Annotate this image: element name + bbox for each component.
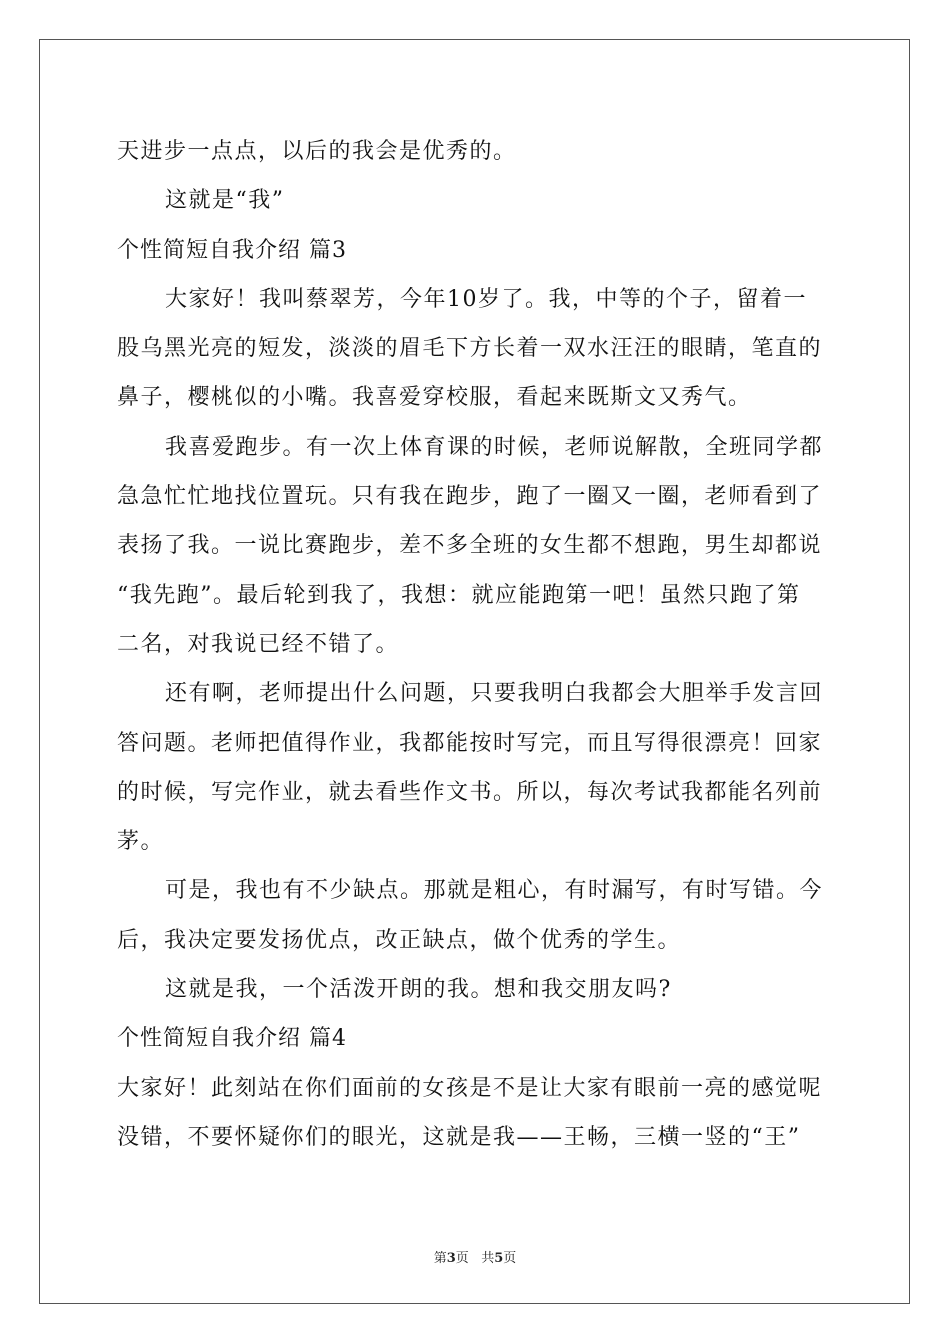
text-line: 这就是“我” xyxy=(165,188,285,214)
text-line: 后，我决定要发扬优点，改正缺点，做个优秀的学生。 xyxy=(117,927,682,953)
section-heading: 个性简短自我介绍 篇4 xyxy=(117,1026,347,1052)
text-line: 没错，不要怀疑你们的眼光，这就是我——王畅，三横一竖的“王” xyxy=(117,1124,801,1150)
text-line: 大家好！我叫蔡翠芳，今年10岁了。我，中等的个子，留着一 xyxy=(165,286,807,312)
document-body xyxy=(117,127,833,1162)
current-page-number: 3 xyxy=(446,1251,456,1266)
page-footer xyxy=(0,1247,950,1266)
text-line: 的时候，写完作业，就去看些作文书。所以，每次考试我都能名列前 xyxy=(117,779,823,805)
footer-total-prefix: 共 xyxy=(481,1251,495,1266)
text-line: 表扬了我。一说比赛跑步，差不多全班的女生都不想跑，男生却都说 xyxy=(117,533,823,559)
total-pages-number: 5 xyxy=(494,1251,504,1266)
text-line: 急急忙忙地找位置玩。只有我在跑步，跑了一圈又一圈，老师看到了 xyxy=(117,484,823,510)
text-line: 鼻子，樱桃似的小嘴。我喜爱穿校服，看起来既斯文又秀气。 xyxy=(117,385,752,411)
text-line: 股乌黑光亮的短发，淡淡的眉毛下方长着一双水汪汪的眼睛，笔直的 xyxy=(117,336,823,362)
text-line: “我先跑”。最后轮到我了，我想：就应能跑第一吧！虽然只跑了第 xyxy=(117,582,801,608)
text-line: 还有啊，老师提出什么问题，只要我明白我都会大胆举手发言回 xyxy=(165,681,824,707)
text-line: 答问题。老师把值得作业，我都能按时写完，而且写得很漂亮！回家 xyxy=(117,730,823,756)
text-line: 可是，我也有不少缺点。那就是粗心，有时漏写，有时写错。今 xyxy=(165,878,824,904)
text-line: 我喜爱跑步。有一次上体育课的时候，老师说解散，全班同学都 xyxy=(165,434,824,460)
text-line: 茅。 xyxy=(117,829,165,855)
section-heading: 个性简短自我介绍 篇3 xyxy=(117,237,347,263)
footer-total-suffix: 页 xyxy=(503,1251,517,1266)
text-line: 大家好！此刻站在你们面前的女孩是不是让大家有眼前一亮的感觉呢 xyxy=(117,1075,823,1101)
text-line: 二名，对我说已经不错了。 xyxy=(117,631,400,657)
footer-page-word: 页 xyxy=(455,1251,469,1266)
text-line: 天进步一点点，以后的我会是优秀的。 xyxy=(117,139,517,164)
text-line: 这就是我，一个活泼开朗的我。想和我交朋友吗? xyxy=(165,977,672,1003)
footer-prefix: 第 xyxy=(433,1251,447,1266)
